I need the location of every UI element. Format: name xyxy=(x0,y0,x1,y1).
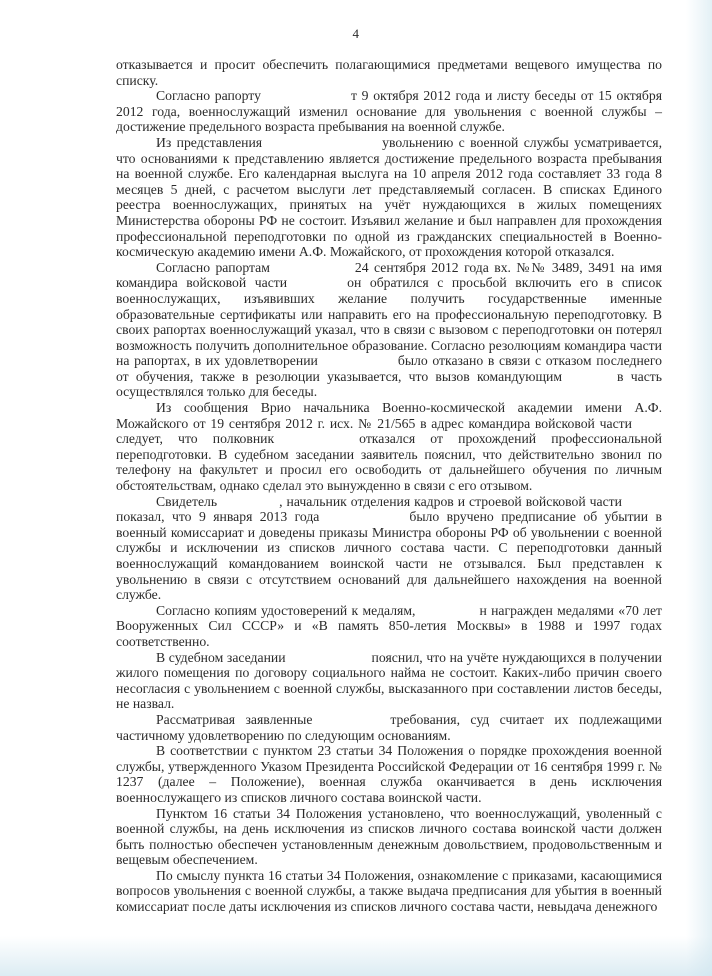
paragraph-10 xyxy=(116,743,662,805)
p4e-text: в часть осуществлялся только для беседы. xyxy=(116,368,662,400)
paragraph-6 xyxy=(116,494,662,603)
p11-text: Пунктом 16 статьи 34 Положения установлено, что военнослужащий, уволенный с военной службы, на день исключения из списков личного состава воинской части должен быть полностью обеспечен установленным денежным довольствием, продовольственным и вещевым обеспечением. xyxy=(116,805,662,868)
p12-text: По смыслу пункта 16 статьи 34 Положения, ознакомление с приказами, касающимися вопросов увольнения с военной службы, а также выдача предписания для убытия в военный комиссариат после даты исключения из списков личного состава части, невыдача денежного xyxy=(116,867,662,915)
p3b-text: увольнению с военной службы усматривается, что основаниями к представлению является достижение предельного возраста пребывания на военной службе. Его календарная выслуга на 10 апреля 2012 года составляет 33 года 8 месяцев 5 дней, с расчетом выслуги лет представляемый согласен. В списках Единого реестра военнослужащих, принятых на учёт нуждающихся в жилых помещениях Министерства обороны РФ не состоит. Изъявил желание и был направлен для прохождения профессиональной переподготовки по одной из гражданских специальностей в Военно-космическую академию имени А.Ф. Можайского, от прохождения которой отказался. xyxy=(116,134,662,260)
paragraph-1 xyxy=(116,57,662,88)
p8b-text: пояснил, что на учёте нуждающихся в получении жилого помещения по договору социального найма не состоит. Каких-либо причин своего несогласия с увольнением с военной службы, высказанного при составлении листов беседы, не назвал. xyxy=(116,649,662,712)
p5b-text: следует, что полковник xyxy=(116,431,275,447)
p7a-text: Согласно копиям удостоверений к медалям, xyxy=(156,602,416,618)
p5a-text: Из сообщения Врио начальника Военно-космической академии имени А.Ф. Можайского от 19 сентября 2012 г. исх. № 21/565 в адрес командира войсковой части xyxy=(116,400,662,431)
p4a-text: Согласно рапортам xyxy=(156,259,270,275)
p6a-text: Свидетель xyxy=(156,493,218,509)
p2b-text: т 9 октября 2012 года и листу беседы от 15 октября 2012 года, военнослужащий изменил основание для увольнения с военной службы – достижение предельного возраста пребывания на военной службе. xyxy=(116,88,662,135)
page-number: 4 xyxy=(352,26,360,41)
paragraph-2 xyxy=(116,88,662,135)
p6c-text: показал, что 9 января 2013 года xyxy=(116,509,320,525)
paragraph-11 xyxy=(116,806,662,868)
paragraph-12 xyxy=(116,868,662,915)
p6d-text: было вручено предписание об убытии в военный комиссариат и доведены приказы Министра обороны РФ об увольнении с военной службы и исключении из списков личного состава части. С переподготовки данный военнослужащий командованием воинской части не отзывался. Был представлен к увольнению в связи с отсутствием оснований для дальнейшего нахождения на военной службе. xyxy=(116,509,662,603)
paragraph-3 xyxy=(116,135,662,260)
p7b-text: н награжден медалями «70 лет Вооруженных Сил СССР» и «В память 850-летия Москвы» в 1988 и 1997 годах соответственно. xyxy=(116,602,662,649)
p9b-text: требования, суд считает их подлежащими частичному удовлетворению по следующим основаниям. xyxy=(116,711,662,743)
p6b-text: , начальник отделения кадров и строевой войсковой части xyxy=(279,493,622,509)
p4c-text: он обратился с просьбой включить его в список военнослужащих, изъявивших желание получить государственные именные образовательные сертификаты или направить его на профессиональную переподготовку. В своих рапортах военнослужащий указал, что в связи с вызовом с переподготовки он потерял возможность получить дополнительное образование. Согласно резолюциям командира части на рапортах, в их удовлетворении xyxy=(116,275,662,369)
p4d-text: было отказано в связи с отказом последнего от обучения, также в резолюции указывается, что вызов командующим xyxy=(116,353,662,384)
p1-text: отказывается и просит обеспечить полагающимися предметами вещевого имущества по списку. xyxy=(116,57,662,88)
paragraph-8 xyxy=(116,650,662,712)
paragraph-4 xyxy=(116,260,662,400)
paragraph-9 xyxy=(116,712,662,743)
p10-text: В соответствии с пунктом 23 статьи 34 Положения о порядке прохождения военной службы, утвержденного Указом Президента Российской Федерации от 16 сентября 1999 г. № 1237 (далее – Положение), военная служба оканчивается в день исключения военнослужащего из списков личного состава воинской части. xyxy=(116,743,662,805)
p5c-text: отказался от прохождений профессиональной переподготовки. В судебном заседании заявитель пояснил, что действительно звонил по телефону на факультет и просил его освободить от дальнейшего обучения по личным обстоятельствам, однако сделал это вынужденно в связи с его отзывом. xyxy=(116,431,662,494)
document-body xyxy=(116,57,662,915)
scan-edge-right xyxy=(686,0,712,976)
p4b-text: 24 сентября 2012 года вх. №№ 3489, 3491 на имя командира войсковой части xyxy=(116,259,663,291)
paragraph-7 xyxy=(116,603,662,650)
scan-edge-bottom xyxy=(0,936,712,976)
p9a-text: Рассматривая заявленные xyxy=(156,711,313,727)
p8a-text: В судебном заседании xyxy=(156,649,286,665)
p2a-text: Согласно рапорту xyxy=(156,88,261,104)
p3a-text: Из представления xyxy=(156,134,263,150)
paragraph-5 xyxy=(116,400,662,494)
